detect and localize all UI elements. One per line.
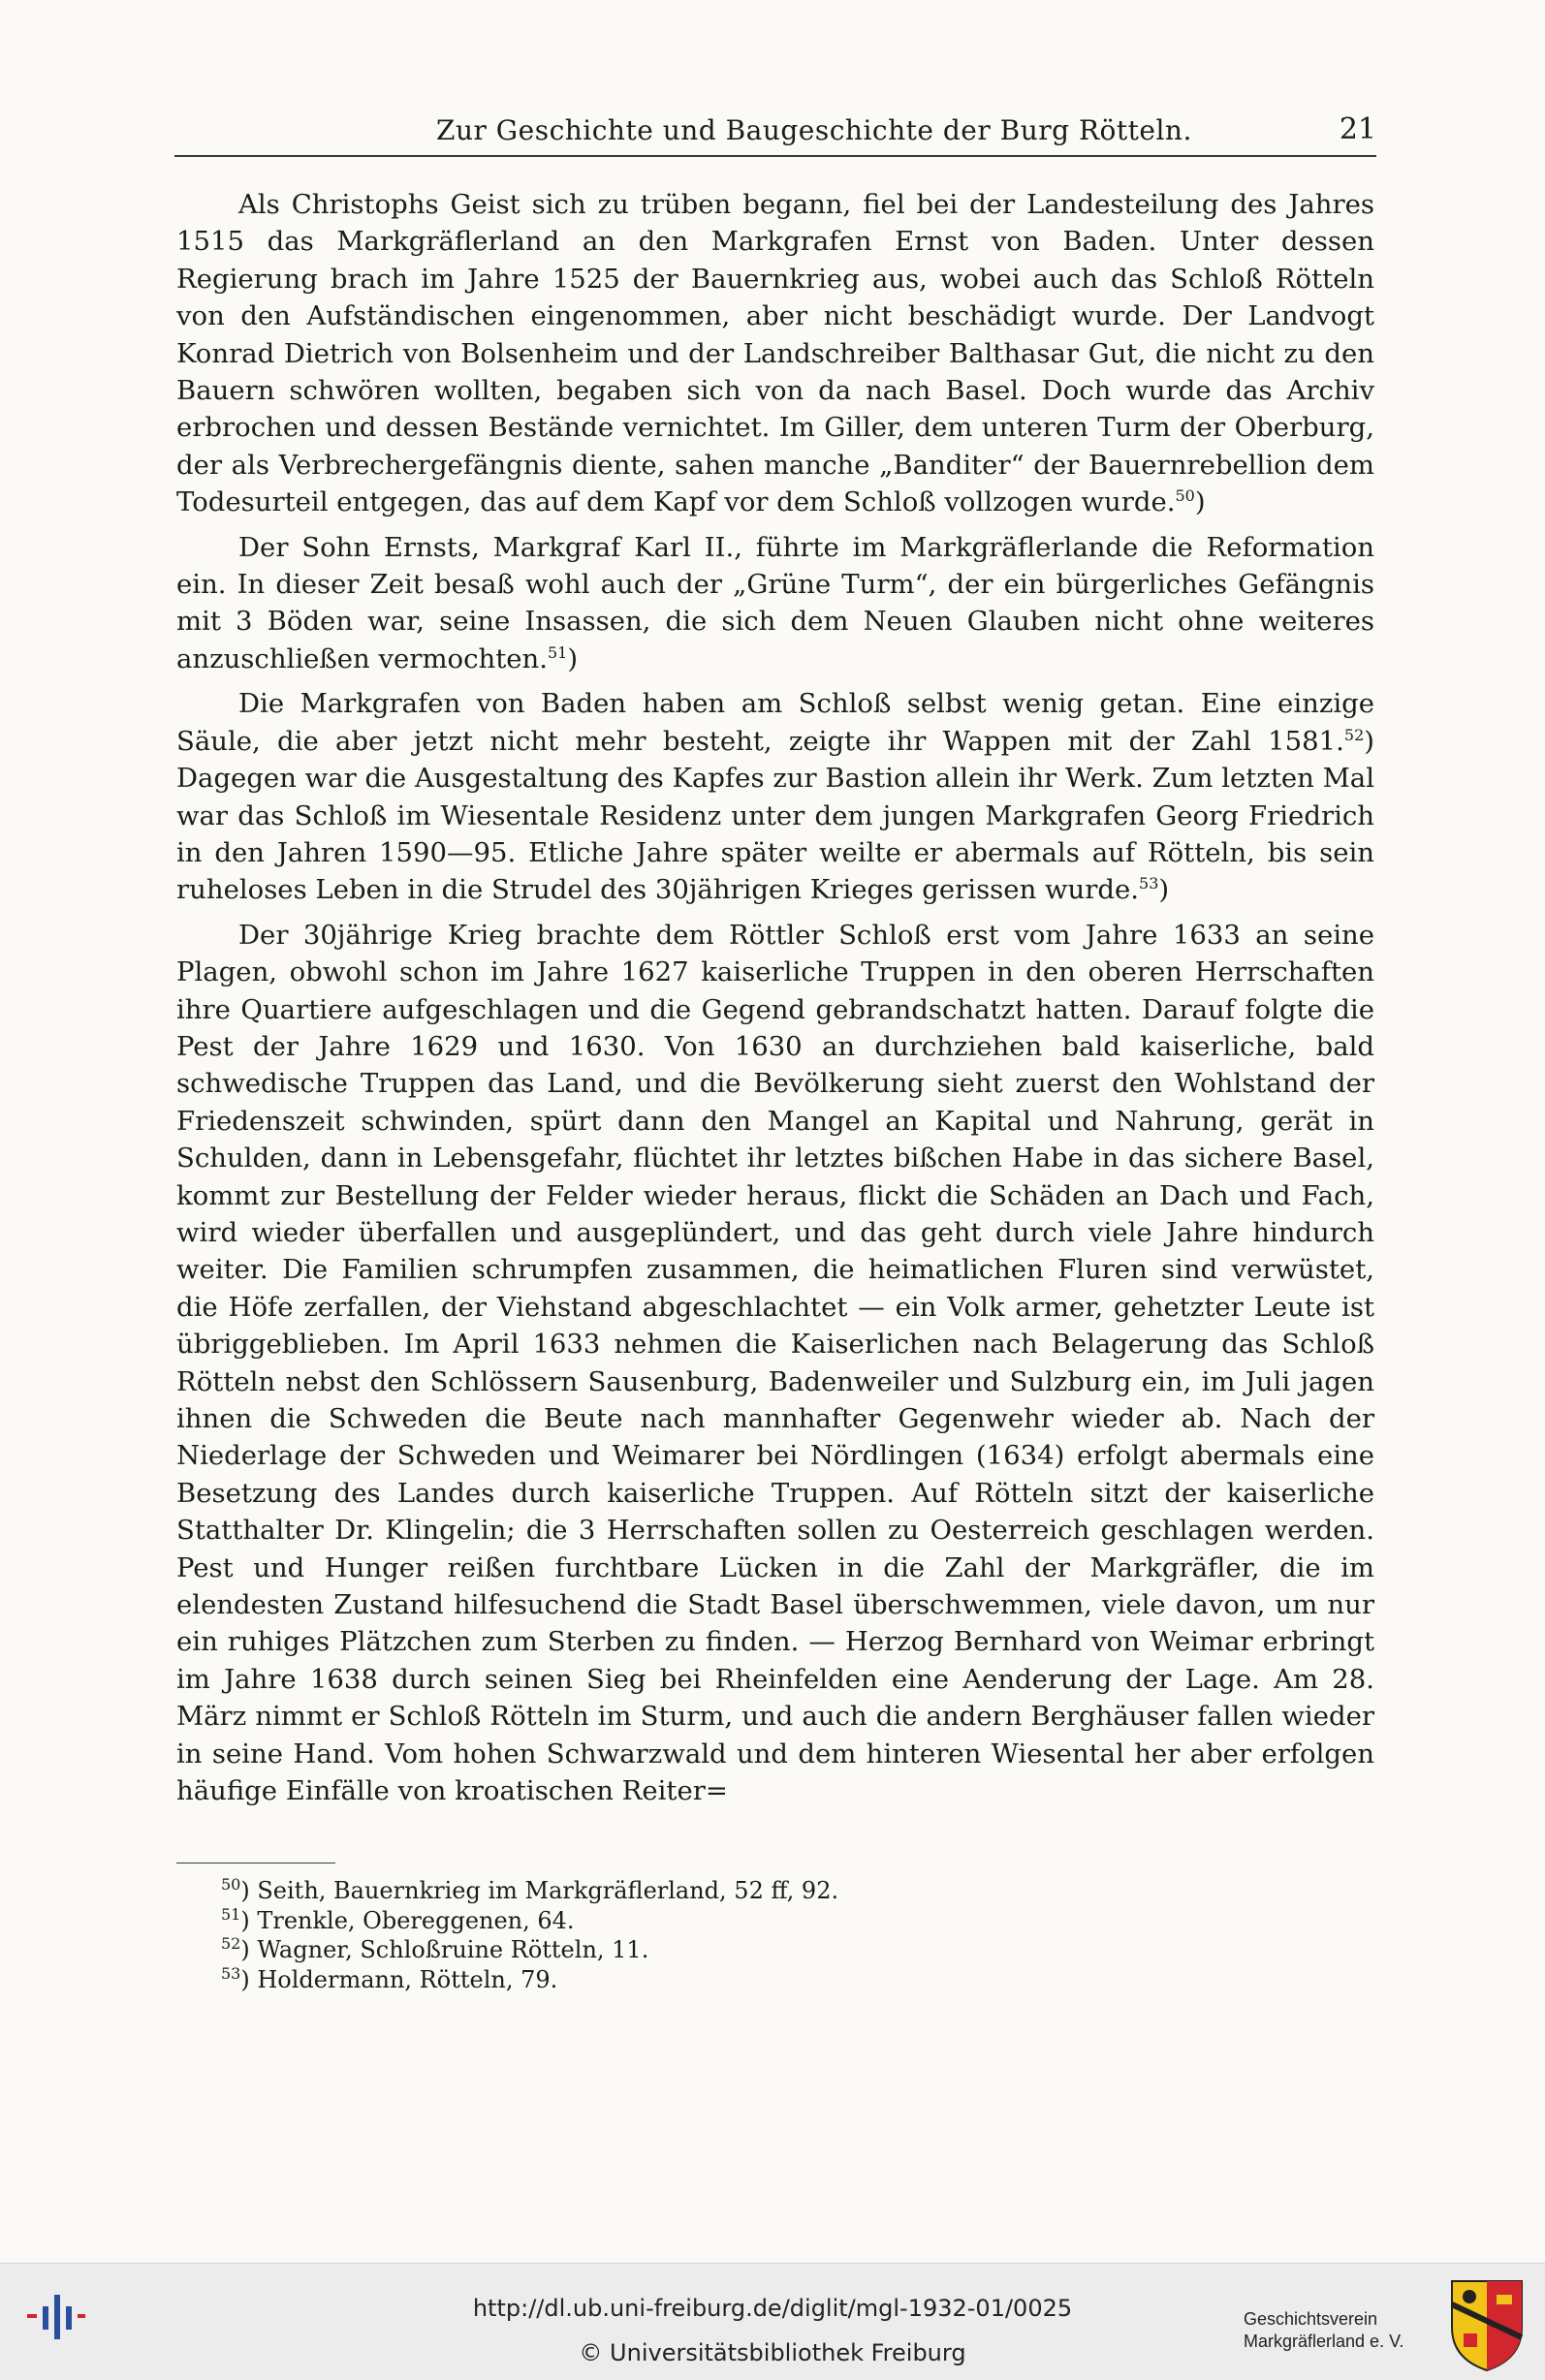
footnote-text: ) Seith, Bauernkrieg im Markgräflerland, 52 ff, 92. xyxy=(240,1877,839,1904)
footnote-ref: 53 xyxy=(1139,874,1159,893)
footnote xyxy=(221,1876,1287,1906)
paragraph xyxy=(176,529,1374,678)
text-run: Als Christophs Geist sich zu trüben begann, fiel bei der Landesteilung des Jahres 1515 das Markgräflerland an den Markgrafen Ernst von Baden. Unter dessen Regierung brach im Jahre 1525 der Bauernkrieg aus, wobei auch das Schloß Rötteln von den Aufständischen eingenommen, aber nicht beschädigt wurde. Der Landvogt Konrad Dietrich von Bolsenheim und der Landschreiber Balthasar Gut, die nicht zu den Bauern schwören wollten, begaben sich von da nach Basel. Doch wurde das Archiv erbrochen und dessen Bestände vernichtet. Im Giller, dem unteren Turm der Oberburg, der als Verbrechergefängnis diente, sahen manche „Banditer“ der Bauernrebellion dem Todesurteil entgegen, das auf dem Kapf vor dem Schloß vollzogen wurde. xyxy=(176,189,1374,518)
text-run: ) xyxy=(1158,874,1170,906)
viewer-footer xyxy=(0,2263,1545,2380)
running-header xyxy=(174,109,1376,157)
footnote-ref: 50 xyxy=(1175,486,1195,506)
text-run: Der 30jährige Krieg brachte dem Röttler Schloß erst vom Jahre 1633 an seine Plagen, obwohl schon im Jahre 1627 kaiserliche Truppen in den oberen Herrschaften ihre Quartiere aufgeschlagen und die Gegend gebrandschatzt hatten. Darauf folgte die Pest der Jahre 1629 und 1630. Von 1630 an durchziehen bald kaiserliche, bald schwedische Truppen das Land, und die Bevölkerung sieht zuerst den Wohlstand der Friedenszeit schwinden, spürt dann den Mangel an Kapital und Nahrung, gerät in Schulden, dann in Lebensgefahr, flüchtet ihr letztes bißchen Habe in das sichere Basel, kommt zur Bestellung der Felder wieder heraus, flickt die Schäden an Dach und Fach, wird wieder überfallen und ausgeplündert, und das geht durch viele Jahre hindurch weiter. Die Familien schrumpfen zusammen, die heimatlichen Fluren sind verwüstet, die Höfe zerfallen, der Viehstand abgeschlachtet — ein Volk armer, gehetzter Leute ist übriggeblieben. Im April 1633 nehmen die Kaiserlichen nach Belagerung das Schloß Rötteln nebst den Schlössern Sausenburg, Badenweiler und Sulzburg ein, im Juli jagen ihnen die Schweden die Beute nach mannhafter Gegenwehr wieder ab. Nach der Niederlage der Schweden und Weimarer bei Nördlingen (1634) erfolgt abermals eine Besetzung des Landes durch kaiserliche Truppen. Auf Rötteln sitzt der kaiserliche Statthalter Dr. Klingelin; die 3 Herrschaften sollen zu Oesterreich geschlagen werden. Pest und Hunger reißen furchtbare Lücken in die Zahl der Markgräfler, die im elendesten Zustand hilfesuchend die Stadt Basel überschwemmen, viele davon, um nur ein ruhiges Plätzchen zum Sterben zu finden. — Herzog Bernhard von Weimar erbringt im Jahre 1638 durch seinen Sieg bei Rheinfelden eine Aenderung der Lage. Am 28. März nimmt er Schloß Rötteln im Sturm, und auch die andern Berghäuser fallen wieder in seine Hand. Vom hohen Schwarzwald und dem hinteren Wiesental her aber erfolgen häufige Einfälle von kroatischen Reiter= xyxy=(176,919,1374,1807)
running-title: Zur Geschichte und Baugeschichte der Burg Rötteln. xyxy=(436,114,1192,146)
paragraph xyxy=(176,186,1374,521)
footnote-number: 52 xyxy=(221,1934,241,1953)
society-line-2: Markgräflerland e. V. xyxy=(1244,2332,1404,2351)
footnote xyxy=(221,1906,1287,1936)
footnote-number: 53 xyxy=(221,1963,241,1983)
society-line-1: Geschichtsverein xyxy=(1244,2309,1378,2329)
footnote-number: 51 xyxy=(221,1904,241,1924)
text-run: ) xyxy=(1194,486,1206,518)
footnote-ref: 51 xyxy=(547,642,568,662)
footnote xyxy=(221,1965,1287,1995)
society-name xyxy=(1244,2308,1403,2353)
text-run: ) Dagegen war die Ausgestaltung des Kapfes zur Bastion allein ihr Werk. Zum letzten Mal war das Schloß im Wiesentale Residenz unter dem jungen Markgrafen Georg Friedrich in den Jahren 1590—95. Etliche Jahre später weilte er abermals auf Rötteln, bis sein ruheloses Leben in die Strudel des 30jährigen Krieges gerissen wurde. xyxy=(176,725,1374,906)
text-run: Der Sohn Ernsts, Markgraf Karl II., führte im Markgräflerlande die Reformation ein. In dieser Zeit besaß wohl auch der „Grüne Turm“, der ein bürgerliches Gefängnis mit 3 Böden war, seine Insassen, die sich dem Neuen Glauben nicht ohne weiteres anzuschließen vermochten. xyxy=(176,531,1374,674)
footnote xyxy=(221,1935,1287,1965)
footnote-text: ) Holdermann, Rötteln, 79. xyxy=(240,1965,558,1993)
source-url[interactable]: http://dl.ub.uni-freiburg.de/diglit/mgl-1932-01/0025 xyxy=(472,2295,1073,2322)
copyright-notice: © Universitätsbibliothek Freiburg xyxy=(579,2339,966,2366)
footnote-text: ) Wagner, Schloßruine Rötteln, 11. xyxy=(240,1936,649,1963)
coat-of-arms-icon xyxy=(1448,2277,1526,2376)
paragraph xyxy=(176,917,1374,1810)
text-run: ) xyxy=(567,642,579,674)
footnote-number: 50 xyxy=(221,1875,241,1894)
text-run: Die Markgrafen von Baden haben am Schloß selbst wenig getan. Eine einzige Säule, die aber jetzt nicht mehr besteht, zeigte ihr Wappen mit der Zahl 1581. xyxy=(176,688,1374,757)
footnote-text: ) Trenkle, Obereggenen, 64. xyxy=(240,1906,575,1934)
footnotes xyxy=(221,1876,1287,1994)
page-number: 21 xyxy=(1339,112,1376,146)
body-text xyxy=(176,186,1374,1817)
footnote-ref: 52 xyxy=(1343,725,1365,744)
paragraph xyxy=(176,685,1374,908)
